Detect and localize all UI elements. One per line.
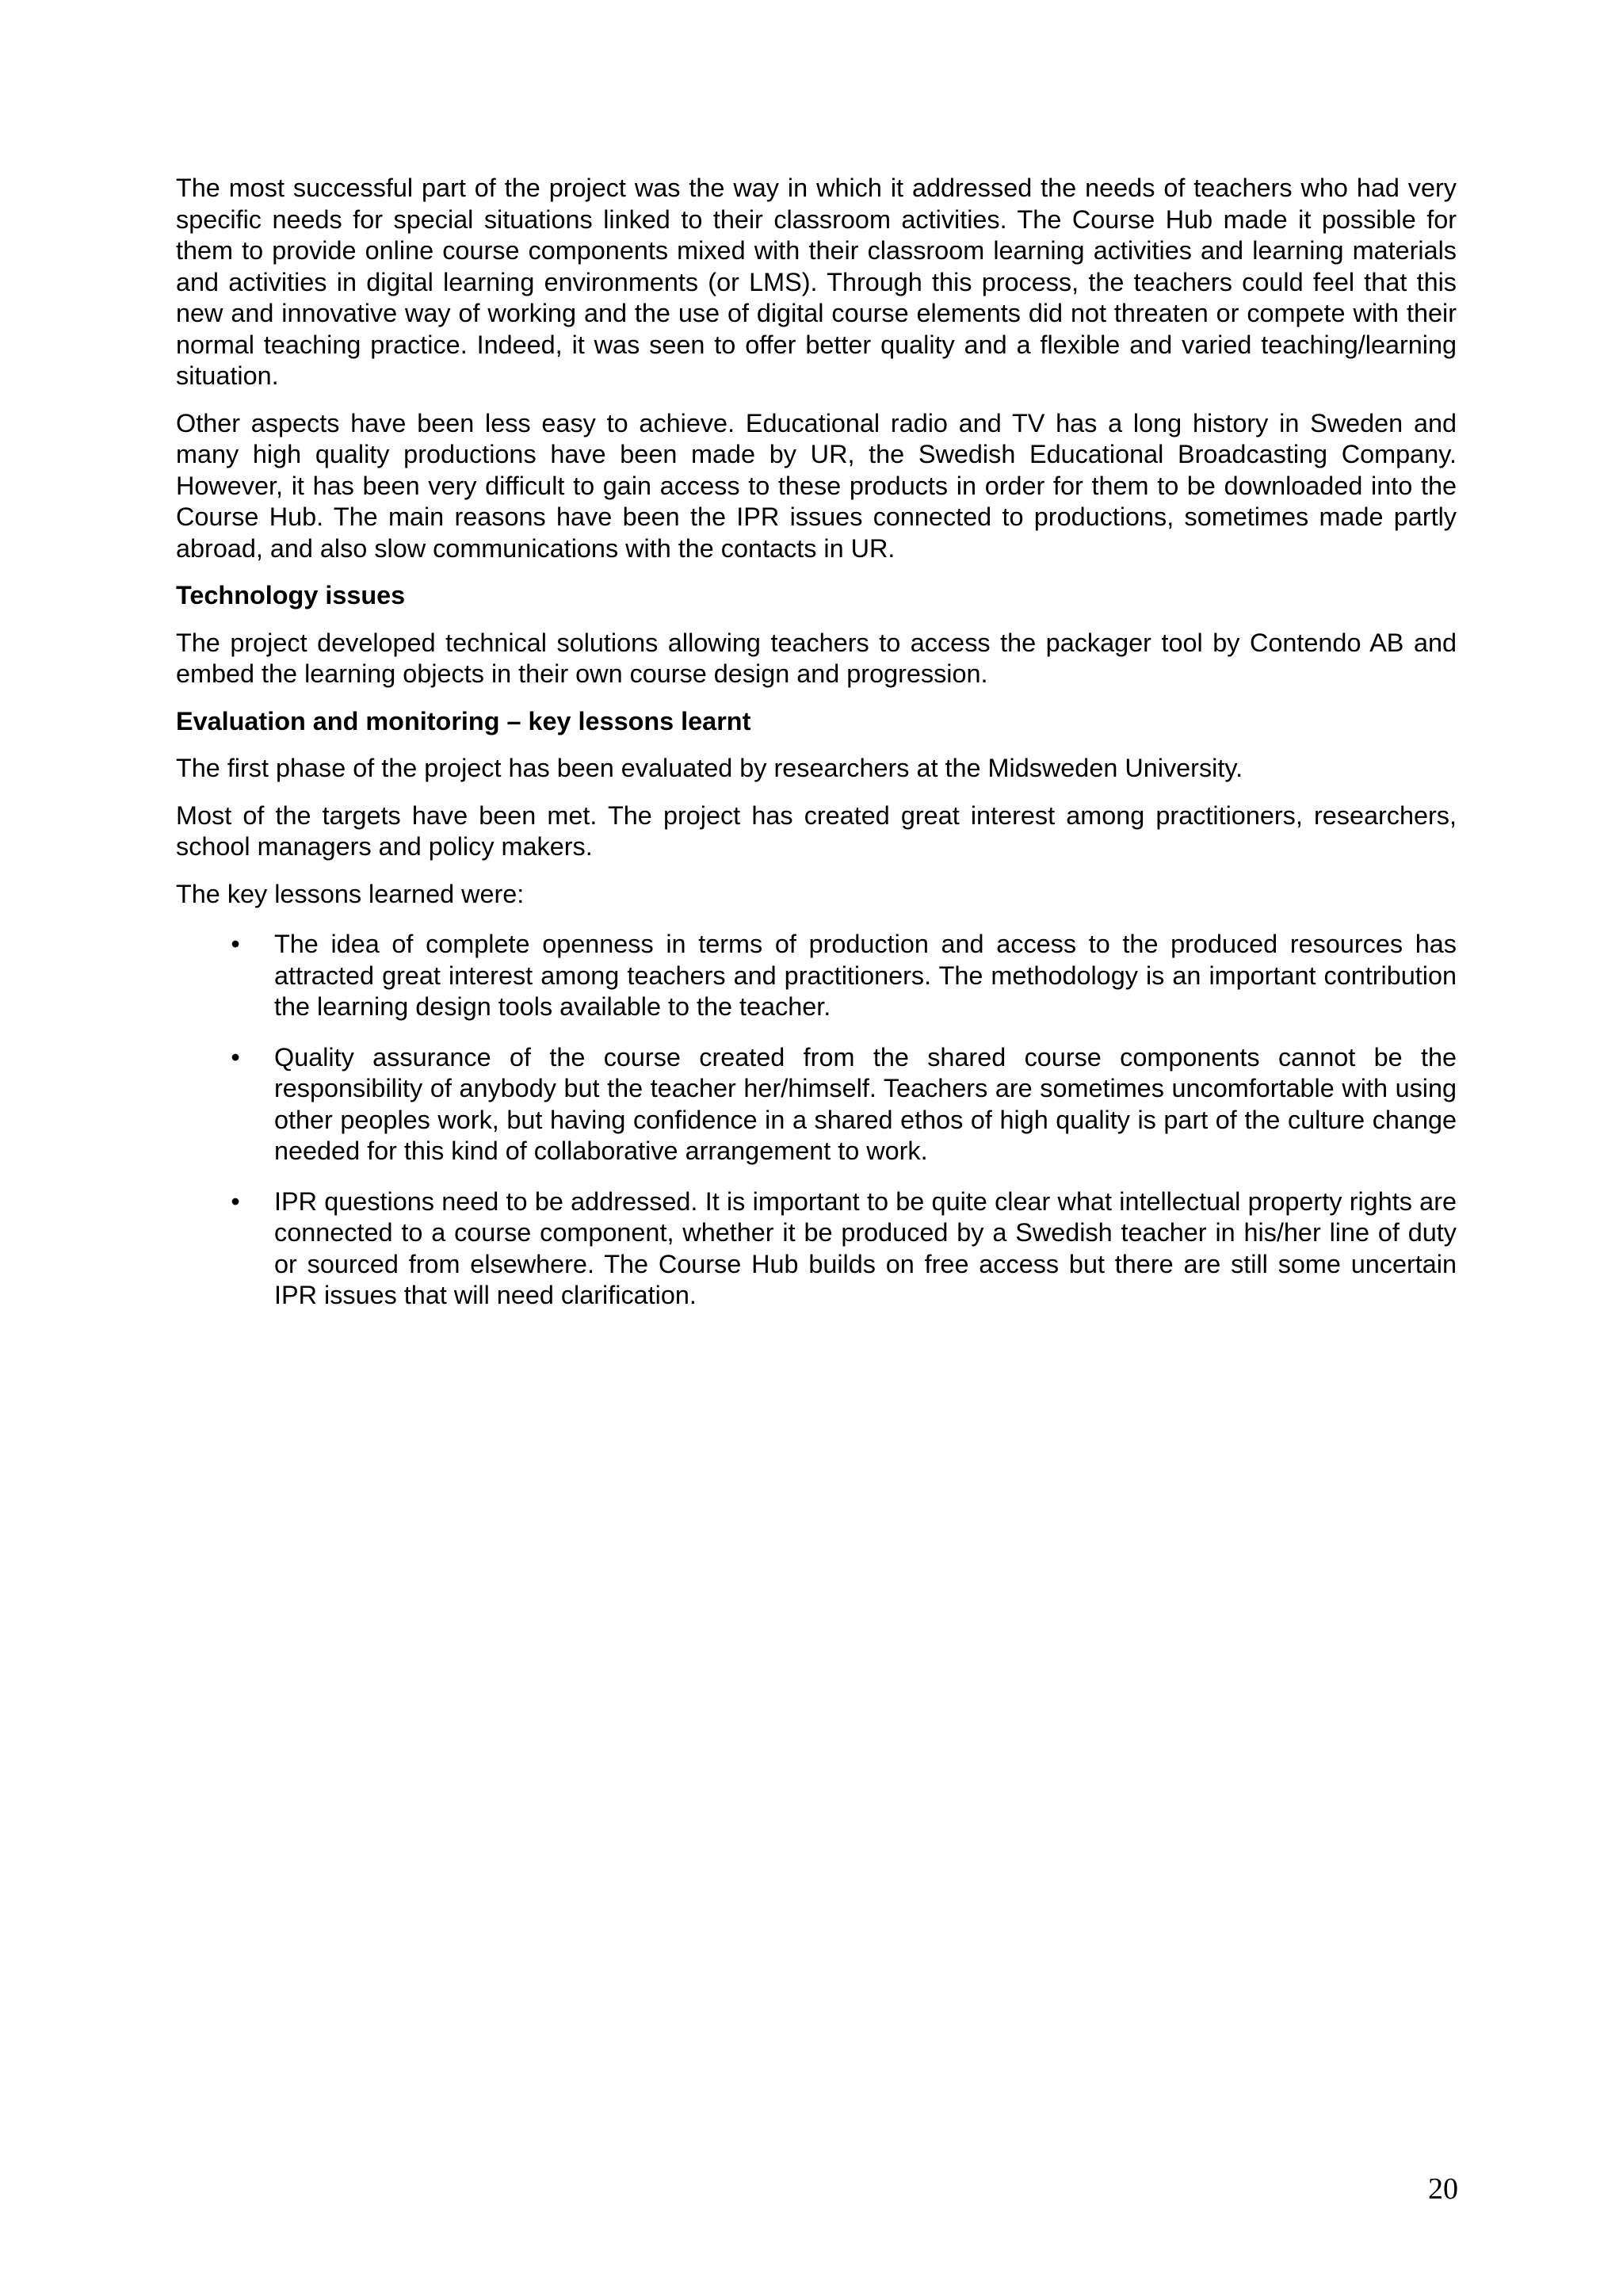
intro-paragraph-1: The most successful part of the project was the way in which it addressed the needs of teachers who had very specific needs for special situations linked to their classroom activities. The Course Hub made it possible for them to provide online course components mixed with their classroom learning activities and learning materials and activities in digital learning environments (or LMS). Through this process, the teachers could feel that this new and innovative way of working and the use of digital course elements did not threaten or compete with their normal teaching practice. Indeed, it was seen to offer better quality and a flexible and varied teaching/learning situation. [176, 174, 1457, 390]
lesson-text: Quality assurance of the course created from the shared course components cannot be the responsibility of anybody but the teacher her/himself. Teachers are sometimes uncomfortable with using other peoples work, but having confidence in a shared ethos of high quality is part of the culture change needed for this kind of collaborative arrangement to work. [274, 1042, 1457, 1165]
lesson-text: IPR questions need to be addressed. It is important to be quite clear what intellectual property rights are connected to a course component, whether it be produced by a Swedish teacher in his/her line of duty or sourced from elsewhere. The Course Hub builds on free access but there are still some uncertain IPR issues that will need clarification. [274, 1186, 1457, 1309]
lessons-list [176, 929, 1457, 1312]
document-page [176, 173, 1457, 1331]
technology-paragraph: The project developed technical solutions allowing teachers to access the packager tool by Contendo AB and embed the learning objects in their own course design and progression. [176, 628, 1457, 688]
lesson-item [176, 1186, 1457, 1312]
evaluation-paragraph-2: Most of the targets have been met. The project has created great interest among practitioners, researchers, school managers and policy makers. [176, 800, 1457, 861]
bullet-icon: • [231, 1042, 240, 1072]
evaluation-paragraph-3: The key lessons learned were: [176, 879, 525, 908]
technology-heading: Technology issues [176, 581, 406, 609]
evaluation-paragraph-1: The first phase of the project has been evaluated by researchers at the Midsweden University. [176, 754, 1243, 782]
evaluation-heading: Evaluation and monitoring – key lessons learnt [176, 706, 751, 735]
lesson-item [176, 1042, 1457, 1167]
lesson-text: The idea of complete openness in terms of production and access to the produced resources has attracted great interest among teachers and practitioners. The methodology is an important contribution the learning design tools available to the teacher. [274, 930, 1457, 1021]
intro-paragraph-2: Other aspects have been less easy to achieve. Educational radio and TV has a long history in Sweden and many high quality productions have been made by UR, the Swedish Educational Broadcasting Company. However, it has been very difficult to gain access to these products in order for them to be downloaded into the Course Hub. The main reasons have been the IPR issues connected to productions, sometimes made partly abroad, and also slow communications with the contacts in UR. [176, 408, 1457, 563]
page-number: 20 [1428, 2172, 1458, 2206]
lesson-item [176, 929, 1457, 1023]
bullet-icon: • [231, 1186, 240, 1216]
bullet-icon: • [231, 930, 240, 958]
